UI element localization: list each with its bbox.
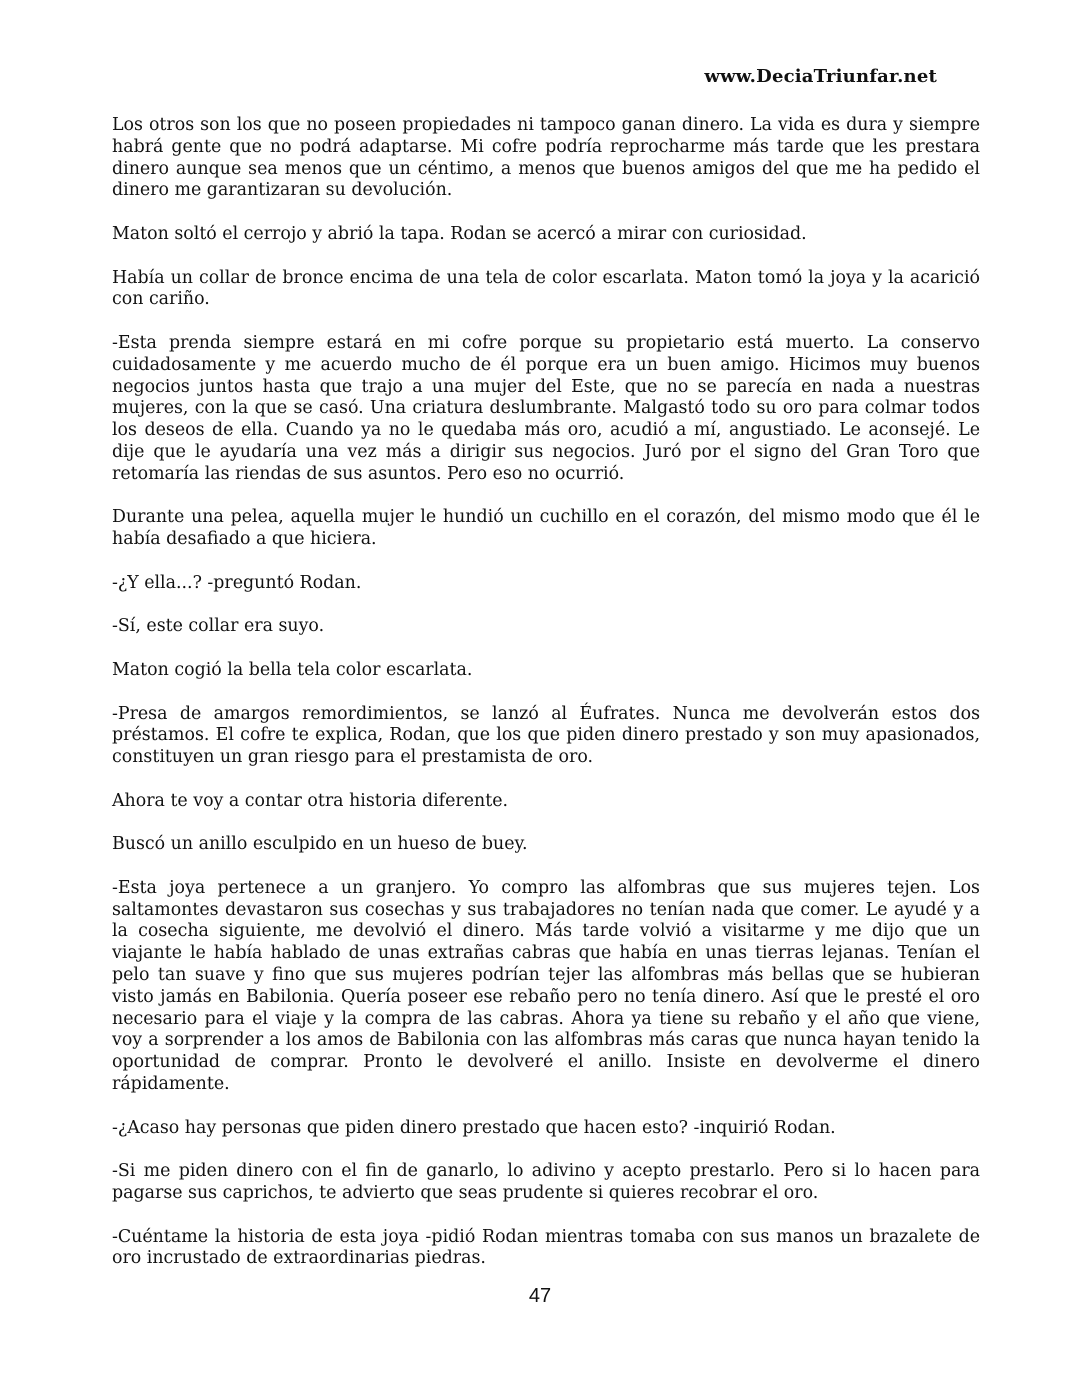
paragraph: -Cuéntame la historia de esta joya -pidió Rodan mientras tomaba con sus manos un brazalete de oro incrustado de extraordinarias piedras.: [112, 1226, 980, 1269]
paragraph: -¿Y ella...? -preguntó Rodan.: [112, 572, 362, 593]
website-header: www.DeciaTriunfar.net: [704, 66, 937, 87]
page-number: 47: [528, 1285, 552, 1307]
paragraph: -Esta prenda siempre estará en mi cofre porque su propietario está muerto. La conservo cuidadosamente y me acuerdo mucho de él porque era un buen amigo. Hicimos muy buenos negocios juntos hasta que trajo a una mujer del Este, que no se parecía en nada a nuestras mujeres, con la que se casó. Una criatura deslumbrante. Malgastó todo su oro para colmar todos los deseos de ella. Cuando ya no le quedaba más oro, acudió a mí, angustiado. Le aconsejé. Le dije que le ayudaría una vez más a dirigir sus negocios. Juró por el signo del Gran Toro que retomaría las riendas de sus asuntos. Pero eso no ocurrió.: [112, 332, 980, 484]
paragraph: Había un collar de bronce encima de una tela de color escarlata. Maton tomó la joya y la acarició con cariño.: [112, 267, 980, 310]
paragraph: Maton cogió la bella tela color escarlata.: [112, 659, 473, 680]
paragraph: Buscó un anillo esculpido en un hueso de buey.: [112, 834, 528, 855]
paragraph: Maton soltó el cerrojo y abrió la tapa. Rodan se acercó a mirar con curiosidad.: [112, 223, 807, 244]
paragraph: -Presa de amargos remordimientos, se lanzó al Éufrates. Nunca me devolverán estos dos préstamos. El cofre te explica, Rodan, que los que piden dinero prestado y son muy apasionados, constituyen un gran riesgo para el prestamista de oro.: [112, 703, 980, 768]
paragraph: -Sí, este collar era suyo.: [112, 616, 325, 637]
paragraph: -Esta joya pertenece a un granjero. Yo compro las alfombras que sus mujeres tejen. Los saltamontes devastaron sus cosechas y sus trabajadores no tenían nada que comer. Le ayudé y a la cosecha siguiente, me devolvió el dinero. Más tarde volvió a visitarme y me dijo que un viajante le había hablado de unas extrañas cabras que había en unas tierras lejanas. Tenían el pelo tan suave y fino que sus mujeres podrían tejer las alfombras más bellas que se hubieran visto jamás en Babilonia. Quería poseer ese rebaño pero no tenía dinero. Así que le presté el oro necesario para el viaje y la compra de las cabras. Ahora ya tiene su rebaño y el año que viene, voy a sorprender a los amos de Babilonia con las alfombras más caras que nunca hayan tenido la oportunidad de comprar. Pronto le devolveré el anillo. Insiste en devolverme el dinero rápidamente.: [112, 877, 980, 1095]
paragraph: Los otros son los que no poseen propiedades ni tampoco ganan dinero. La vida es dura y siempre habrá gente que no podrá adaptarse. Mi cofre podría reprocharme más tarde que les prestara dinero aunque sea menos que un céntimo, a menos que buenos amigos del que me ha pedido el dinero me garantizaran su devolución.: [112, 115, 980, 201]
paragraph: Durante una pelea, aquella mujer le hundió un cuchillo en el corazón, del mismo modo que él le había desafiado a que hiciera.: [112, 507, 980, 550]
paragraph: Ahora te voy a contar otra historia diferente.: [112, 790, 509, 811]
body-text: [112, 115, 980, 1292]
paragraph: -Si me piden dinero con el fin de ganarlo, lo adivino y acepto prestarlo. Pero si lo hacen para pagarse sus caprichos, te advierto que seas prudente si quieres recobrar el oro.: [112, 1161, 980, 1204]
paragraph: -¿Acaso hay personas que piden dinero prestado que hacen esto? -inquirió Rodan.: [112, 1117, 836, 1138]
